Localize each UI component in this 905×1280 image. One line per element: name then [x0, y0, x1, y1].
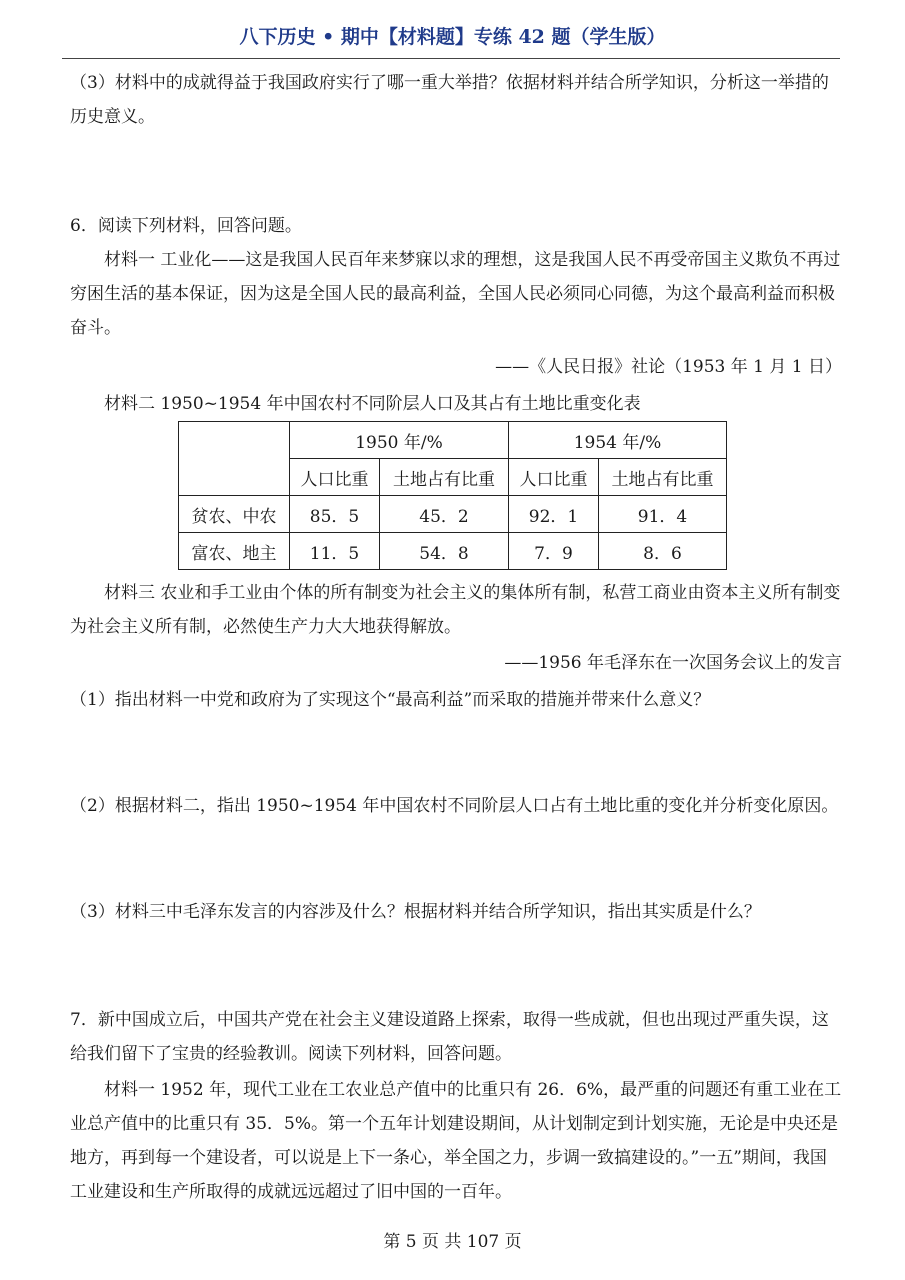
- q6-stem: 6．阅读下列材料，回答问题。: [70, 216, 302, 236]
- cell-value: 91．4: [599, 496, 727, 533]
- table-year-1954: 1954 年/%: [509, 422, 727, 459]
- page-number: 第 5 页 共 107 页: [383, 1232, 522, 1252]
- q5-part3: （3）材料中的成就得益于我国政府实行了哪一重大举措？依据材料并结合所学知识，分析这一举措的历史意义。: [70, 73, 829, 127]
- land-ratio-table: [178, 421, 727, 570]
- cell-value: 7．9: [509, 533, 599, 570]
- q6-question-1: （1）指出材料一中党和政府为了实现这个“最高利益”而采取的措施并带来什么意义？: [70, 690, 711, 710]
- q6-material-2-title: 材料二 1950~1954 年中国农村不同阶层人口及其占有土地比重变化表: [104, 394, 641, 414]
- table-year-1950: 1950 年/%: [290, 422, 509, 459]
- table-col-pop-1954: 人口比重: [509, 459, 599, 496]
- q7-stem: 7．新中国成立后，中国共产党在社会主义建设道路上探索，取得一些成就，但也出现过严重失误，这给我们留下了宝贵的经验教训。阅读下列材料，回答问题。: [70, 1010, 829, 1064]
- table-corner-cell: [179, 422, 290, 496]
- cell-value: 8．6: [599, 533, 727, 570]
- q6-material-1-source: ——《人民日报》社论（1953 年 1 月 1 日）: [495, 357, 842, 377]
- cell-value: 45．2: [380, 496, 509, 533]
- table-col-pop-1950: 人口比重: [290, 459, 380, 496]
- q6-material-3-source: ——1956 年毛泽东在一次国务会议上的发言: [504, 653, 842, 673]
- row-label: 贫农、中农: [179, 496, 290, 533]
- cell-value: 54．8: [380, 533, 509, 570]
- q6-question-3: （3）材料三中毛泽东发言的内容涉及什么？根据材料并结合所学知识，指出其实质是什么？: [70, 902, 761, 922]
- table-col-land-1954: 土地占有比重: [599, 459, 727, 496]
- cell-value: 85．5: [290, 496, 380, 533]
- table-row: [179, 533, 727, 570]
- table-col-land-1950: 土地占有比重: [380, 459, 509, 496]
- cell-value: 92．1: [509, 496, 599, 533]
- row-label: 富农、地主: [179, 533, 290, 570]
- q6-question-2: （2）根据材料二，指出 1950~1954 年中国农村不同阶层人口占有土地比重的变化并分析变化原因。: [70, 796, 839, 816]
- q6-material-3: 材料三 农业和手工业由个体的所有制变为社会主义的集体所有制，私营工商业由资本主义所有制变为社会主义所有制，必然使生产力大大地获得解放。: [70, 583, 841, 637]
- table-row: [179, 496, 727, 533]
- page-header-title: 八下历史 • 期中【材料题】专练 42 题（学生版）: [239, 26, 666, 48]
- q7-material-1: 材料一 1952 年，现代工业在工农业总产值中的比重只有 26．6%，最严重的问题还有重工业在工业总产值中的比重只有 35．5%。第一个五年计划建设期间，从计划制定到计划实施，无论是中央还是地方，再到每一个建设者，可以说是上下一条心，举全国之力，步调一致搞建设的。”一五”期间，我国工业建设和生产所取得的成就远远超过了旧中国的一百年。: [70, 1080, 842, 1202]
- cell-value: 11．5: [290, 533, 380, 570]
- header-divider: [62, 58, 840, 59]
- q6-material-1: 材料一 工业化——这是我国人民百年来梦寐以求的理想，这是我国人民不再受帝国主义欺负不再过穷困生活的基本保证，因为这是全国人民的最高利益，全国人民必须同心同德，为这个最高利益而积极奋斗。: [70, 250, 841, 338]
